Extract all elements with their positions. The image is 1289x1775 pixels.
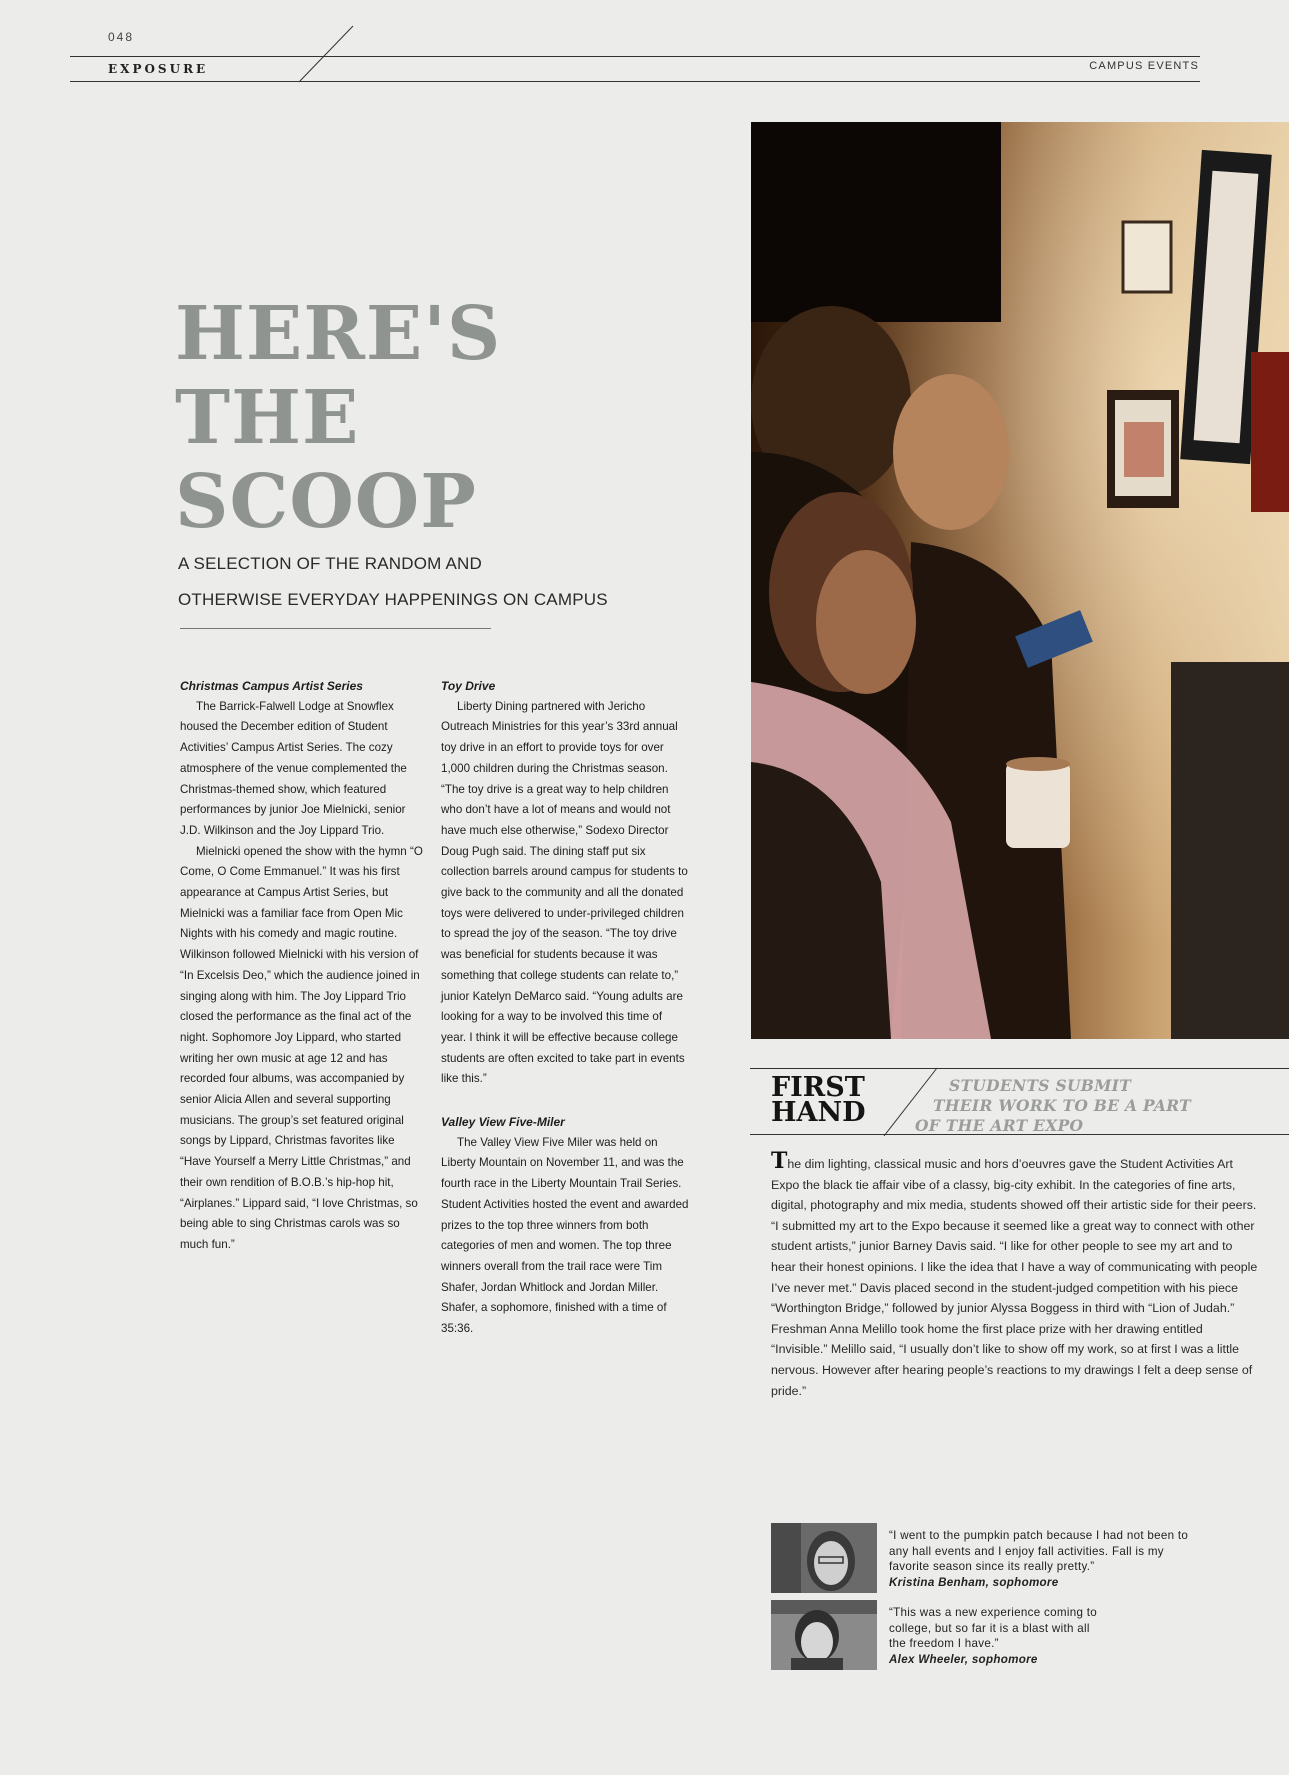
article-heading: Christmas Campus Artist Series: [180, 679, 363, 693]
quote-text: “I went to the pumpkin patch because I had not been to any hall events and I enjoy fall activities. Fall is my favorite season since its really pretty.”: [889, 1529, 1189, 1573]
article-paragraph: The Valley View Five Miler was held on Liberty Mountain on November 11, and was the fourth race in the Liberty Mountain Trail Series. Student Activities hosted the event and awarded prizes to the top three winners from both categories of men and women. The top three winners overall from the trail race were Tim Shafer, Jordan Whitlock and Jordan Miller. Shafer, a sophomore, finished with a time of 35:36.: [441, 1135, 689, 1336]
subheading-rule: [180, 628, 491, 629]
subheading: [178, 546, 608, 618]
title-line-1: HERE'S: [175, 291, 502, 377]
first-hand-title-line-2: HAND: [771, 1097, 866, 1128]
first-hand-subtitle-line-3: OF THE ART EXPO: [915, 1116, 1084, 1135]
quote-1: [889, 1528, 1189, 1590]
category-label: CAMPUS EVENTS: [1089, 60, 1199, 72]
article-heading: Valley View Five-Miler: [441, 1115, 565, 1130]
header-slash-divider: [295, 24, 355, 84]
header-rule-bottom: [70, 81, 1200, 82]
title-line-2: THE: [175, 375, 360, 461]
first-hand-title-line-1: FIRST: [771, 1072, 865, 1103]
art-expo-photo: [751, 122, 1289, 1039]
page-number: 048: [108, 30, 135, 44]
first-hand-subtitle-line-1: STUDENTS SUBMIT: [949, 1076, 1132, 1095]
drop-cap: T: [771, 1148, 788, 1174]
quote-attribution: Kristina Benham, sophomore: [889, 1575, 1059, 1589]
quote-portrait-2: [771, 1600, 877, 1670]
first-hand-rule-top: [750, 1068, 1289, 1069]
section-label: EXPOSURE: [108, 62, 209, 76]
article-artist-series: [180, 676, 424, 1256]
article-paragraph: Liberty Dining partnered with Jericho Outreach Ministries for this year’s 33rd annual toy drive in an effort to provide toys for over 1,000 children during the Christmas season. “The toy drive is a great way to help children who don’t have a lot of means and would not have much else otherwise,” Sodexo Director Doug Pugh said. The dining staff put six collection barrels around campus for students to give back to the community and all the donated toys were delivered to under-privileged children to spread the joy of the season. “The toy drive was beneficial for students because it was something that college students can relate to,” junior Katelyn DeMarco said. “Young adults are looking for a way to be involved this time of year. I think it will be effective because college students are often excited to take part in events like this.”: [441, 699, 688, 1086]
quote-2: [889, 1605, 1099, 1667]
first-hand-subtitle-line-2: THEIR WORK TO BE A PART: [933, 1096, 1191, 1115]
page-title: [175, 292, 501, 544]
quote-attribution: Alex Wheeler, sophomore: [889, 1652, 1038, 1666]
subheading-line-1: A SELECTION OF THE RANDOM AND: [178, 554, 482, 573]
first-hand-text: he dim lighting, classical music and hors d’oeuvres gave the Student Activities Art Expo the black tie affair vibe of a classy, big-city exhibit. In the categories of fine arts, digital, photography and mix media, students showed off their artistic side for their peers. “I submitted my art to the Expo because it seemed like a great way to connect with other student artists,” junior Barney Davis said. “I like for other people to see my art and to hear their honest opinions. I like the idea that I have a way of communicating with people I’ve never met.” Davis placed second in the student-judged competition with his piece “Worthington Bridge,” followed by junior Alyssa Boggess in third with “Lion of Judah.” Freshman Anna Melillo took home the first place prize with her drawing entitled “Invisible.” Melillo said, “I usually don’t like to show off my work, so at first I was a little nervous. However after hearing people’s reactions to my drawings I felt a deep sense of pride.”: [771, 1157, 1258, 1398]
quote-text: “This was a new experience coming to college, but so far it is a blast with all the freedom I have.”: [889, 1606, 1097, 1650]
first-hand-subtitle: [915, 1076, 1191, 1136]
article-column-2: [441, 676, 689, 1340]
first-hand-body: [771, 1148, 1259, 1401]
article-heading: Toy Drive: [441, 679, 496, 693]
article-paragraph: Mielnicki opened the show with the hymn “O Come, O Come Emmanuel.” It was his first appearance at Campus Artist Series, but Mielnicki was a familiar face from Open Mic Nights with his comedy and magic routine. Wilkinson followed Mielnicki with his version of “In Excelsis Deo,” which the audience joined in singing along with him. The Joy Lippard Trio closed the performance as the final act of the night. Sophomore Joy Lippard, who started writing her own music at age 12 and has recorded four albums, was accompanied by senior Alicia Allen and several supporting musicians. The group’s set featured original songs by Lippard, Christmas favorites like “Have Yourself a Merry Little Christmas,” and their own rendition of B.O.B.’s hip-hop hit, “Airplanes.” Lippard said, “I love Christmas, so being able to sing Christmas carols was so much fun.”: [180, 844, 423, 1251]
quote-portrait-1: [771, 1523, 877, 1593]
first-hand-title: [771, 1072, 866, 1128]
title-line-3: SCOOP: [175, 459, 477, 545]
article-paragraph: The Barrick-Falwell Lodge at Snowflex housed the December edition of Student Activities’ Campus Artist Series. The cozy atmosphere of the venue complemented the Christmas-themed show, which featured performances by junior Joe Mielnicki, senior J.D. Wilkinson and the Joy Lippard Trio.: [180, 699, 407, 837]
subheading-line-2: OTHERWISE EVERYDAY HAPPENINGS ON CAMPUS: [178, 590, 608, 609]
header-rule-top: [70, 56, 1200, 57]
